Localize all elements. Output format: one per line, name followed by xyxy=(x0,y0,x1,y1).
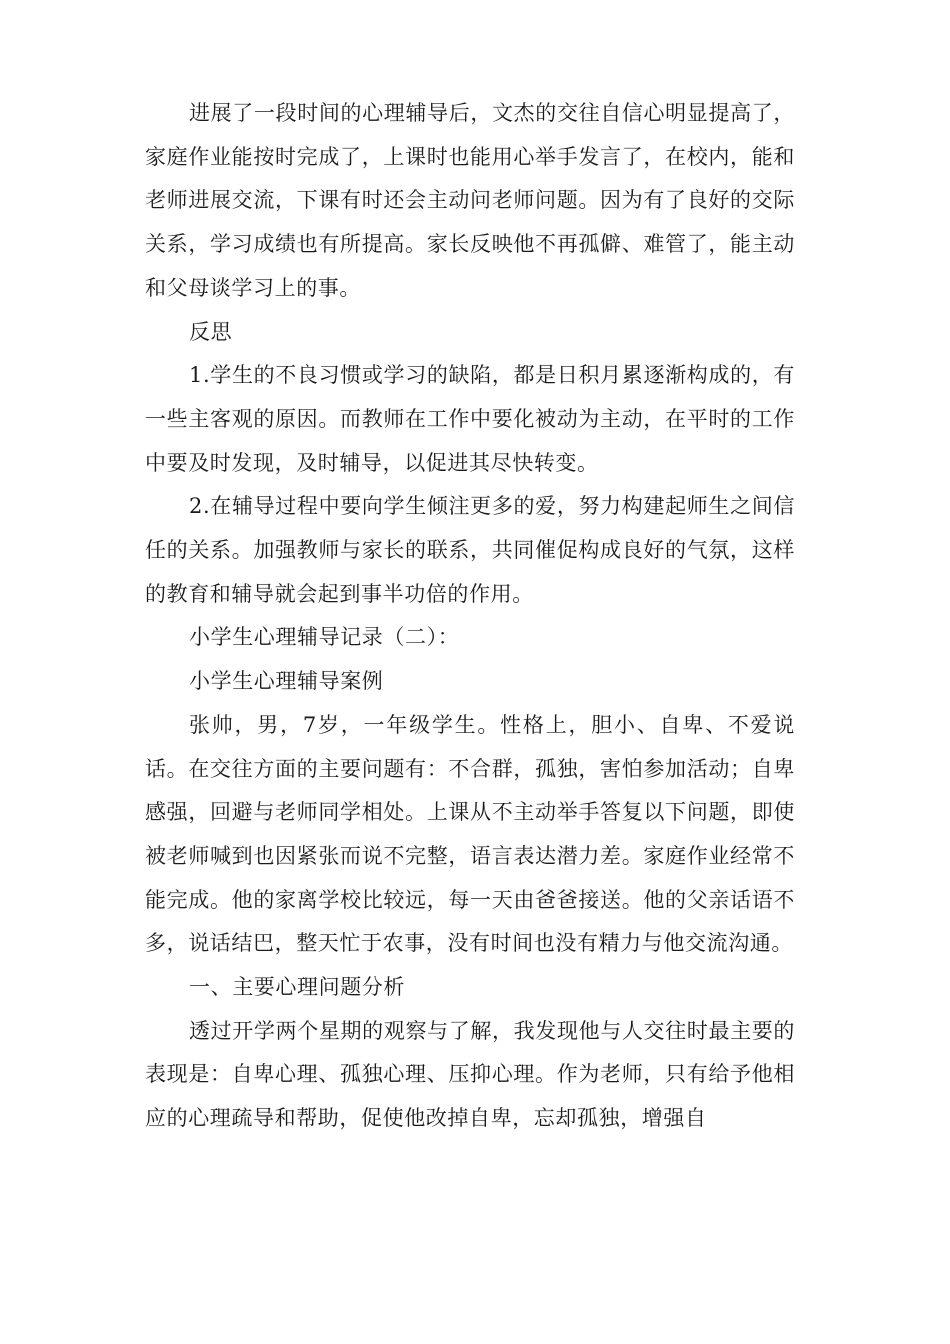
document-page xyxy=(145,92,795,1141)
heading-case: 小学生心理辅导案例 xyxy=(189,669,384,694)
paragraph-problem-analysis: 透过开学两个星期的观察与了解，我发现他与人交往时最主要的表现是：自卑心理、孤独心理、压抑心理。作为老师，只有给予他相应的心理疏导和帮助，促使他改掉自卑，忘却孤独，增强自 xyxy=(145,1018,795,1131)
heading-record-two: 小学生心理辅导记录（二）： xyxy=(189,625,460,650)
heading-reflection: 反思 xyxy=(189,319,233,344)
paragraph-case-description: 张帅，男，7岁，一年级学生。性格上，胆小、自卑、不爱说话。在交往方面的主要问题有：不合群，孤独，害怕参加活动；自卑感强，回避与老师同学相处。上课从不主动举手答复以下问题，即使被老师喊到也因紧张而说不完整，语言表达潜力差。家庭作业经常不能完成。他的家离学校比较远，每一天由爸爸接送。他的父亲话语不多，说话结巴，整天忙于农事，没有时间也没有精力与他交流沟通。 xyxy=(145,712,795,956)
heading-problem-analysis: 一、主要心理问题分析 xyxy=(189,975,405,1000)
paragraph-counseling-progress: 进展了一段时间的心理辅导后，文杰的交往自信心明显提高了，家庭作业能按时完成了，上课时也能用心举手发言了，在校内，能和老师进展交流，下课有时还会主动问老师问题。因为有了良好的交际关系，学习成绩也有所提高。家长反映他不再孤僻、难管了，能主动和父母谈学习上的事。 xyxy=(145,101,795,300)
paragraph-reflection-1: 1.学生的不良习惯或学习的缺陷，都是日积月累逐渐构成的，有一些主客观的原因。而教师在工作中要化被动为主动，在平时的工作中要及时发现，及时辅导，以促进其尽快转变。 xyxy=(145,363,795,475)
paragraph-reflection-2: 2.在辅导过程中要向学生倾注更多的爱，努力构建起师生之间信任的关系。加强教师与家长的联系，共同催促构成良好的气氛，这样的教育和辅导就会起到事半功倍的作用。 xyxy=(145,494,795,606)
